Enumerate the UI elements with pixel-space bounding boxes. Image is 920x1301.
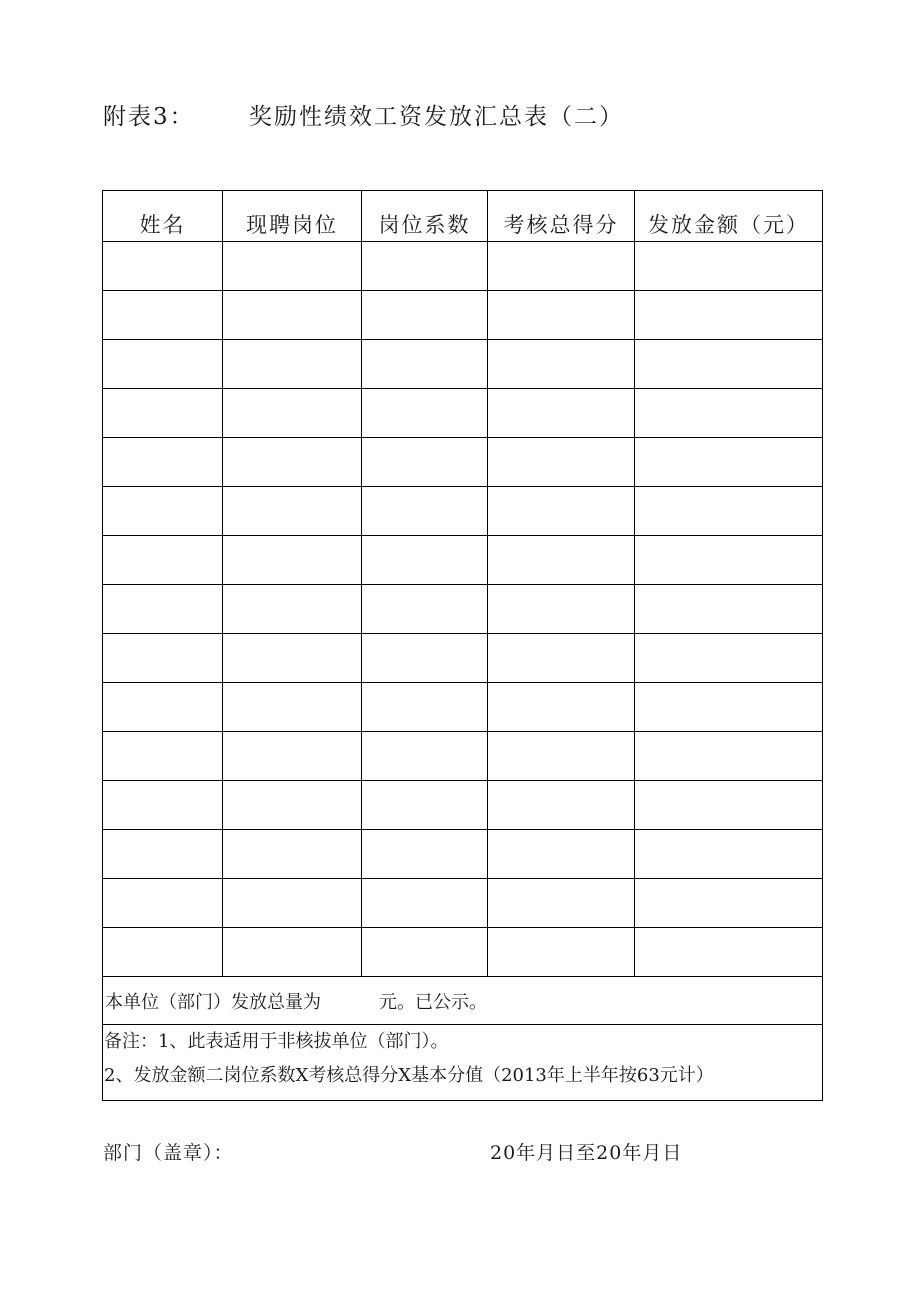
table-row (103, 487, 823, 536)
table-cell[interactable] (223, 879, 362, 928)
table-cell[interactable] (488, 683, 635, 732)
table-cell[interactable] (223, 683, 362, 732)
table-cell[interactable] (103, 634, 223, 683)
table-cell[interactable] (362, 487, 488, 536)
table-cell[interactable] (223, 389, 362, 438)
table-cell[interactable] (223, 634, 362, 683)
table-row (103, 291, 823, 340)
table-cell[interactable] (635, 683, 823, 732)
table-cell[interactable] (362, 536, 488, 585)
table-cell[interactable] (362, 389, 488, 438)
col-header-amount: 发放金额（元） (635, 191, 823, 242)
total-amount-cell (103, 977, 823, 1025)
table-cell[interactable] (362, 732, 488, 781)
table-cell[interactable] (223, 536, 362, 585)
table-cell[interactable] (103, 879, 223, 928)
notes-content (104, 1025, 822, 1100)
table-cell[interactable] (362, 438, 488, 487)
notes-row (103, 1025, 823, 1101)
table-cell[interactable] (103, 242, 223, 291)
table-row (103, 879, 823, 928)
table-cell[interactable] (103, 781, 223, 830)
table-cell[interactable] (635, 634, 823, 683)
table-cell[interactable] (635, 340, 823, 389)
table-cell[interactable] (103, 683, 223, 732)
total-suffix: 元。已公示。 (379, 991, 487, 1013)
table-cell[interactable] (488, 340, 635, 389)
table-cell[interactable] (223, 928, 362, 977)
table-cell[interactable] (223, 340, 362, 389)
table-cell[interactable] (488, 291, 635, 340)
table-row (103, 242, 823, 291)
table-cell[interactable] (635, 830, 823, 879)
table-cell[interactable] (488, 438, 635, 487)
col-header-score: 考核总得分 (488, 191, 635, 242)
table-cell[interactable] (635, 487, 823, 536)
table-cell[interactable] (103, 732, 223, 781)
table-cell[interactable] (635, 291, 823, 340)
table-cell[interactable] (362, 781, 488, 830)
table-cell[interactable] (488, 487, 635, 536)
table-cell[interactable] (635, 242, 823, 291)
col-header-coefficient: 岗位系数 (362, 191, 488, 242)
table-cell[interactable] (223, 781, 362, 830)
table-cell[interactable] (488, 585, 635, 634)
department-seal-label: 部门（盖章）： (103, 1142, 234, 1164)
table-cell[interactable] (103, 389, 223, 438)
table-row (103, 830, 823, 879)
table-cell[interactable] (488, 928, 635, 977)
appendix-label: 附表3： (103, 104, 195, 130)
table-cell[interactable] (362, 340, 488, 389)
table-cell[interactable] (635, 879, 823, 928)
table-cell[interactable] (223, 438, 362, 487)
table-cell[interactable] (488, 781, 635, 830)
table-cell[interactable] (103, 585, 223, 634)
table-row (103, 389, 823, 438)
total-row (103, 977, 823, 1025)
table-cell[interactable] (362, 928, 488, 977)
header-row (103, 191, 823, 242)
total-prefix: 本单位（部门）发放总量为 (105, 991, 321, 1013)
note-line-2: 2、发放金额二岗位系数X考核总得分X基本分值（2013年上半年按63元计） (104, 1065, 714, 1086)
table-cell[interactable] (635, 536, 823, 585)
table-row (103, 340, 823, 389)
table-row (103, 732, 823, 781)
table-cell[interactable] (488, 830, 635, 879)
table-cell[interactable] (223, 487, 362, 536)
table-cell[interactable] (635, 928, 823, 977)
table-cell[interactable] (103, 928, 223, 977)
table-cell[interactable] (223, 242, 362, 291)
table-cell[interactable] (103, 830, 223, 879)
table-cell[interactable] (635, 585, 823, 634)
table-cell[interactable] (362, 242, 488, 291)
table-cell[interactable] (488, 732, 635, 781)
col-header-name: 姓名 (103, 191, 223, 242)
table-cell[interactable] (488, 879, 635, 928)
table-row (103, 683, 823, 732)
table-cell[interactable] (362, 634, 488, 683)
table-cell[interactable] (362, 683, 488, 732)
table-cell[interactable] (362, 291, 488, 340)
table-cell[interactable] (635, 781, 823, 830)
table-row (103, 536, 823, 585)
table-cell[interactable] (223, 732, 362, 781)
table-cell[interactable] (635, 389, 823, 438)
table-row (103, 438, 823, 487)
table-cell[interactable] (362, 830, 488, 879)
table-cell[interactable] (223, 585, 362, 634)
table-cell[interactable] (362, 585, 488, 634)
table-cell[interactable] (488, 536, 635, 585)
table-cell[interactable] (103, 536, 223, 585)
table-row (103, 781, 823, 830)
table-cell[interactable] (103, 487, 223, 536)
col-header-position: 现聘岗位 (223, 191, 362, 242)
table-cell[interactable] (488, 389, 635, 438)
notes-cell (103, 1025, 823, 1101)
table-cell[interactable] (488, 242, 635, 291)
table-cell[interactable] (103, 291, 223, 340)
table-cell[interactable] (635, 438, 823, 487)
table-cell[interactable] (488, 634, 635, 683)
date-range-label: 20年月日至20年月日 (490, 1142, 683, 1164)
table-cell[interactable] (223, 291, 362, 340)
table-row (103, 634, 823, 683)
note-line-1: 备注：1、此表适用于非核拔单位（部门）。 (104, 1031, 449, 1052)
table-cell[interactable] (223, 830, 362, 879)
page-title (103, 98, 624, 131)
table-cell[interactable] (103, 438, 223, 487)
table-row (103, 585, 823, 634)
summary-table (102, 190, 823, 1101)
table-cell[interactable] (362, 879, 488, 928)
table-title: 奖励性绩效工资发放汇总表（二） (249, 104, 624, 130)
table-cell[interactable] (103, 340, 223, 389)
table-cell[interactable] (635, 732, 823, 781)
table-row (103, 928, 823, 977)
